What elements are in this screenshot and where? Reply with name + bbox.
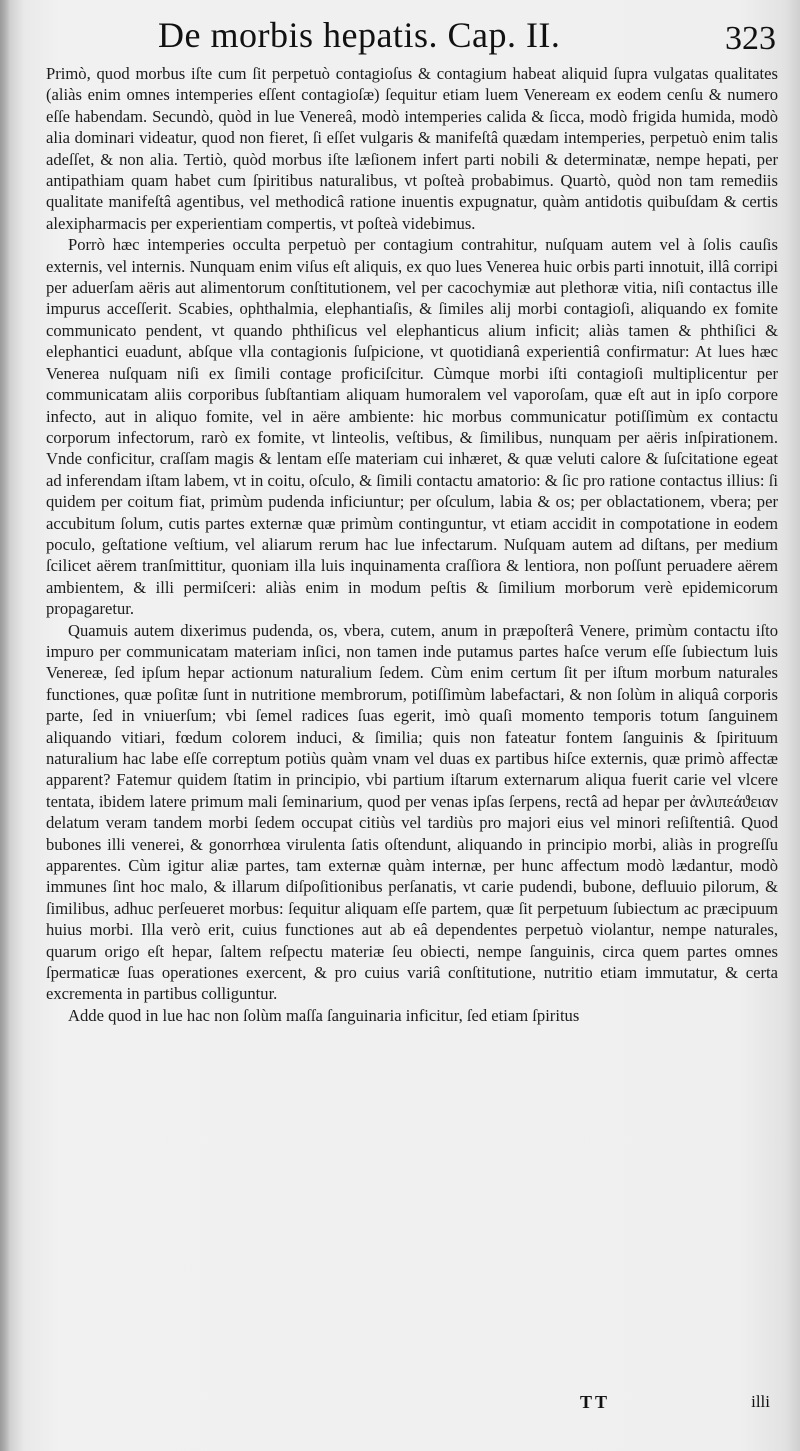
running-title: De morbis hepatis. Cap. II. (158, 15, 561, 55)
paragraph: Adde quod in lue hac non ſolùm maſſa ſanguinaria inficitur, ſed etiam ſpiritus (68, 1005, 580, 1025)
body-text (46, 63, 778, 1026)
paragraph: Primò, quod morbus iſte cum ſit perpetuò contagioſus & contagium habeat aliquid ſupra vulgatas qualitates (aliàs enim omnes intemperies eſſent contagioſæ) ſequitur etiam luem Veneream ex eodem cenſu & numero eſſe habendam. Secundò, quòd in lue Venereâ, modò intemperies calida & ſicca, modò frigida humida, modò alia dominari videatur, quod non fieret, ſi eſſet vulgaris & manifeſtâ quædam intemperies, perpetuò enim talis adeſſet, & non alia. Tertiò, quòd morbus iſte læſionem infert parti nobili & determinatæ, nempe hepati, per antipathiam quam habet cum ſpiritibus naturalibus, vt poſteà probabimus. Quartò, quòd non tam remediis qualitate manifeſtâ agentibus, vel methodicâ ratione inuentis expugnatur, quàm antidotis quibuſdam & certis alexipharmacis per experientiam compertis, vt poſteà videbimus. (46, 64, 778, 233)
catchword: illi (751, 1392, 770, 1411)
signature-mark: TT (580, 1392, 611, 1412)
page-number: 323 (725, 20, 776, 57)
page-header (158, 14, 776, 64)
paragraph: Quamuis autem dixerimus pudenda, os, vbera, cutem, anum in præpoſterâ Venere, primùm contactu iſto impuro per communicatam materiam inſici, non tamen inde putamus partes haſce verum eſſe ſubiectum luis Venereæ, ſed ipſum hepar actionum naturalium ſedem. Cùm enim certum ſit per iſtum morbum naturales functiones, quæ poſitæ ſunt in nutritione membrorum, potiſſimùm labefactari, & non ſolùm in aliquâ corporis parte, ſed in vniuerſum; vbi ſemel radices ſuas egerit, imò quaſi momento temporis totum ſanguinem aliquando vitiari, fœdum colorem induci, & ſimilia; quis non fateatur fontem ſanguinis & ſpirituum naturalium hac labe eſſe correptum potiùs quàm vnam vel duas ex partibus hiſce externis, quæ primò affectæ apparent? Fatemur quidem ſtatim in principio, vbi partium iſtarum externarum aliqua fuerit carie vel vlcere tentata, ibidem latere primum mali ſeminarium, quod per venas ipſas ſerpens, rectâ ad hepar per ἀνλιπεάϑειαν delatum veram tandem morbi ſedem occupat citiùs vel tardiùs pro majori eius vel minori reſiſtentiâ. Quod bubones illi venerei, & gonorrhœa virulenta ſatis oſtendunt, aliquando in principio morbi, aliàs in progreſſu apparentes. Cùm igitur aliæ partes, tam externæ quàm internæ, per hunc affectum modò lædantur, modò immunes ſint hoc malo, & illarum diſpoſitionibus perſanatis, vt carie pudendi, bubone, defluuio pilorum, & ſimilibus, adhuc perſeueret morbus: ſequitur aliquam eſſe partem, quæ ſit perpetuum ſubiectum ac præcipuum huius morbi. Illa verò erit, cuius functiones aut ab eâ dependentes perpetuò violantur, nempe naturales, quarum origo eſt hepar, ſaltem reſpectu materiæ ſeu obiecti, nempe ſanguinis, circa quem partes omnes ſpermaticæ ſuas operationes exercent, & pro cuius variâ conſtitutione, nutritio etiam immutatur, & certa excrementa in partibus colliguntur. (46, 620, 778, 1004)
gutter-shadow (0, 0, 10, 1451)
paragraph: Porrò hæc intemperies occulta perpetuò per contagium contrahitur, nuſquam autem vel à ſolis cauſis externis, vel internis. Nunquam enim viſus eſt aliquis, ex quo lues Venerea huic orbis parti innotuit, illâ corripi per aduerſam aëris aut alimentorum conſtitutionem, vel per cacochymiæ aut plethoræ vitia, niſi contactus ille impurus acceſſerit. Scabies, ophthalmia, elephantiaſis, & ſimiles alij morbi contagioſi, aliquando ex fomite communicato pendent, vt quando phthiſicus vel elephanticus alium inficit; aliàs tamen & phthiſici & elephantici euadunt, abſque vlla contagionis ſuſpicione, vt quotidianâ experientiâ confirmatur: At lues hæc Venerea nuſquam niſi ex ſimili contage proficiſcitur. Cùmque morbi iſti contagioſi multiplicentur per communicatam aliis corporibus ſubſtantiam aliquam humoralem vel vaporoſam, quæ eſt aut in ipſo corpore infecto, aut in aliquo fomite, vel in aëre ambiente: hic morbus communicatur potiſſimùm ex contactu corporum infectorum, rarò ex fomite, vt linteolis, veſtibus, & ſimilibus, nunquam per aëris inſpirationem. Vnde conficitur, craſſam magis & lentam eſſe materiam cui inhæret, & quæ veluti calore & ſuſcitatione egeat ad inferendam iſtam labem, vt in coitu, oſculo, & ſimili contactu amatorio: & ſic pro ratione contactus illius: ſi quidem per coitum fiat, primùm pudenda inficiuntur; per oſculum, labia & os; per oblactationem, vbera; per accubitum ſolum, cutis partes externæ quæ primùm continguntur, vt etiam accidit in compotatione in eodem poculo, geſtatione veſtium, vel aliarum rerum hac lue infectarum. Nuſquam autem ad diſtans, per medium ſcilicet aërem tranſmittitur, quoniam illa luis inquinamenta craſſiora & lentiora, non poſſunt peruadere aërem ambientem, & illi permiſceri: aliàs enim in modum peſtis & ſimilium morborum verè epidemicorum propagaretur. (46, 235, 778, 619)
page-footer (560, 1392, 770, 1422)
